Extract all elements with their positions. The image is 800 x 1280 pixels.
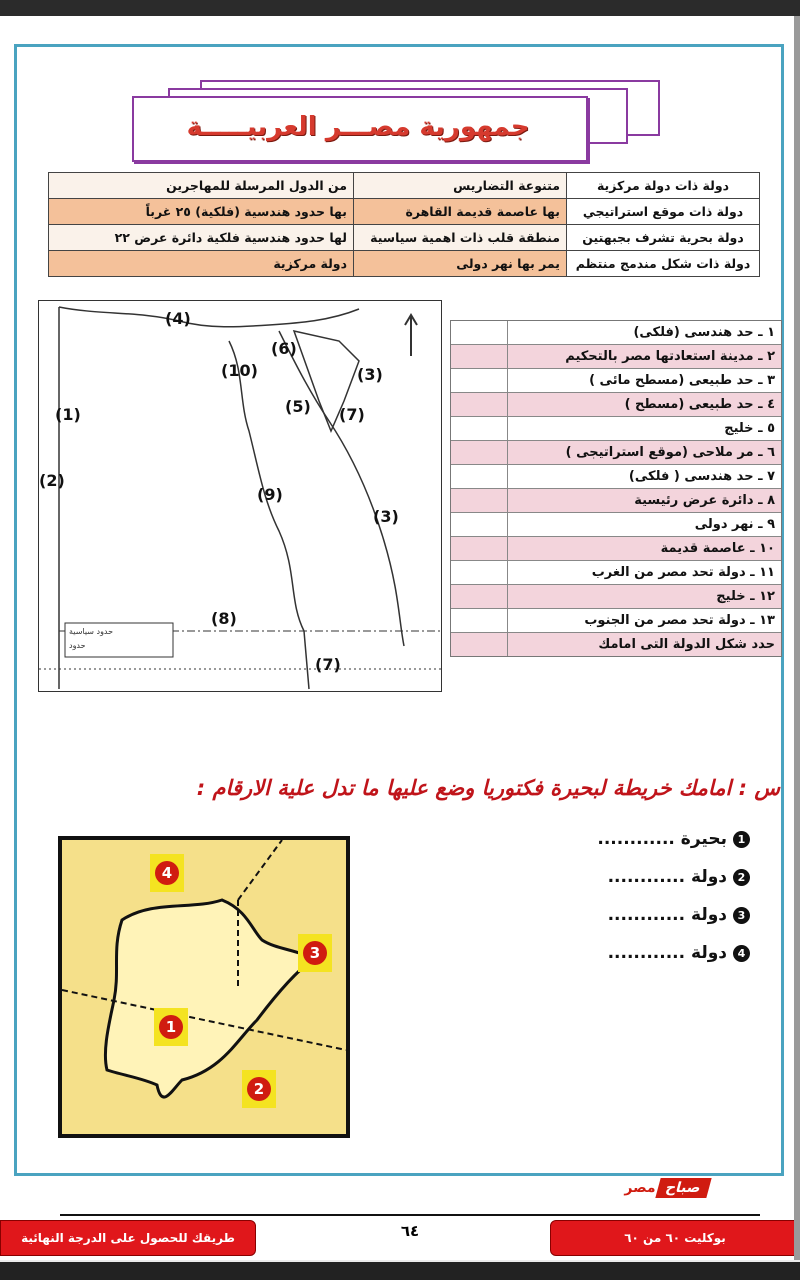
map-label: (3) <box>373 507 399 526</box>
question-text: ٧ ـ حد هندسى ( فلكى) <box>628 469 775 484</box>
question-text: ٣ ـ حد طبيعى (مسطح مائى ) <box>589 373 775 388</box>
question-text: ١٣ ـ دولة تحد مصر من الجنوب <box>584 613 775 628</box>
victoria-lake-map <box>58 836 350 1138</box>
list-item <box>451 561 781 585</box>
legend-text: حدود <box>69 641 86 650</box>
nile-river <box>229 341 309 689</box>
footer-divider <box>60 1214 760 1216</box>
question-text: ٤ ـ حد طبيعى (مسطح ) <box>624 397 775 412</box>
list-item <box>451 393 781 417</box>
map-label: (5) <box>285 397 311 416</box>
list-item <box>451 537 781 561</box>
table-cell: دولة ذات دولة مركزية <box>567 173 760 199</box>
answer-cell[interactable] <box>451 465 508 488</box>
table-row <box>49 225 760 251</box>
map-label: (1) <box>55 405 81 424</box>
logo-sabah: صباح <box>655 1178 711 1198</box>
list-item <box>451 441 781 465</box>
table-cell: من الدول المرسلة للمهاجرين <box>49 173 354 199</box>
question-text: ١١ ـ دولة تحد مصر من الغرب <box>591 565 775 580</box>
bottom-bar <box>0 1262 800 1280</box>
mediterranean-coast <box>59 307 359 327</box>
map-label: (2) <box>39 471 65 490</box>
map-label: (7) <box>339 405 365 424</box>
answer-cell[interactable] <box>451 633 508 656</box>
map-label: (10) <box>221 361 258 380</box>
answer-cell[interactable] <box>451 561 508 584</box>
egypt-map <box>38 300 442 692</box>
question-text: حدد شكل الدولة التى امامك <box>598 637 775 652</box>
lake-items-list <box>560 820 750 972</box>
footer-left-banner: طريقك للحصول على الدرجة النهائية <box>0 1220 256 1256</box>
list-item <box>451 633 781 656</box>
question-text: ٥ ـ خليج <box>724 421 775 436</box>
map-label: (6) <box>271 339 297 358</box>
question-heading: س : امامك خريطة لبحيرة فكتوريا وضع عليها ما تدل علية الارقام : <box>196 776 780 800</box>
lake-number-4 <box>150 854 184 892</box>
list-item[interactable] <box>560 896 750 934</box>
question-text: ٢ ـ مدينة استعادتها مصر بالتحكيم <box>565 349 775 364</box>
question-text: ١ ـ حد هندسى (فلكى) <box>633 325 775 340</box>
map-label: (7) <box>315 655 341 674</box>
map-label: (9) <box>257 485 283 504</box>
lake-drawing <box>62 840 346 1134</box>
table-cell: بها عاصمة قديمة القاهرة <box>354 199 567 225</box>
answer-cell[interactable] <box>451 321 508 344</box>
lake-number-1 <box>154 1008 188 1046</box>
map-label: (4) <box>165 309 191 328</box>
item-label: دولة ............ <box>607 867 727 887</box>
list-item <box>451 369 781 393</box>
question-text: ٩ ـ نهر دولى <box>694 517 775 532</box>
table-cell: منطقة قلب ذات اهمية سياسية <box>354 225 567 251</box>
map-label: (8) <box>211 609 237 628</box>
list-item[interactable] <box>560 858 750 896</box>
top-bar <box>0 0 800 16</box>
table-row <box>49 251 760 277</box>
page-title: جمهورية مصـــر العربيـــــة <box>186 112 530 142</box>
border-line <box>238 840 282 900</box>
red-sea-coast <box>279 331 404 646</box>
table-cell: دولة بحرية تشرف بجبهتين <box>567 225 760 251</box>
info-table <box>48 172 760 277</box>
answer-cell[interactable] <box>451 609 508 632</box>
legend-text: حدود سياسية <box>69 627 114 636</box>
table-row <box>49 173 760 199</box>
page-number: ٦٤ <box>400 1222 420 1240</box>
item-label: دولة ............ <box>607 905 727 925</box>
answer-cell[interactable] <box>451 345 508 368</box>
list-item <box>451 489 781 513</box>
table-cell: لها حدود هندسية فلكية دائرة عرض ٢٢ <box>49 225 354 251</box>
answer-cell[interactable] <box>451 537 508 560</box>
answer-cell[interactable] <box>451 417 508 440</box>
logo-masr: مصر <box>624 1180 656 1196</box>
list-item[interactable] <box>560 820 750 858</box>
question-text: ٦ ـ مر ملاحى (موقع استراتيجى ) <box>565 445 775 460</box>
list-item <box>451 417 781 441</box>
list-item <box>451 609 781 633</box>
answer-cell[interactable] <box>451 489 508 512</box>
number-circle-icon: 2 <box>733 869 750 886</box>
footer-right-banner: بوكليت ٦٠ من ٦٠ <box>550 1220 800 1256</box>
north-arrow <box>405 315 417 356</box>
map-label: (3) <box>357 365 383 384</box>
number-badge: 4 <box>155 861 179 885</box>
answer-cell[interactable] <box>451 393 508 416</box>
question-text: ١٠ ـ عاصمة قديمة <box>660 541 775 556</box>
list-item <box>451 465 781 489</box>
table-cell: دولة ذات موقع استراتيجي <box>567 199 760 225</box>
item-label: دولة ............ <box>607 943 727 963</box>
question-text: ١٢ ـ خليج <box>716 589 775 604</box>
table-cell: دولة ذات شكل مندمج منتظم <box>567 251 760 277</box>
table-cell: متنوعة التضاريس <box>354 173 567 199</box>
lake-shoreline <box>105 900 312 1097</box>
table-row <box>49 199 760 225</box>
list-item <box>451 321 781 345</box>
lake-number-3 <box>298 934 332 972</box>
table-cell: بها حدود هندسية (فلكية) ٢٥ غرباً <box>49 199 354 225</box>
number-badge: 1 <box>159 1015 183 1039</box>
list-item <box>451 585 781 609</box>
question-list <box>450 320 782 657</box>
number-badge: 3 <box>303 941 327 965</box>
table-cell: يمر بها نهر دولى <box>354 251 567 277</box>
number-circle-icon: 1 <box>733 831 750 848</box>
question-text: ٨ ـ دائرة عرض رئيسية <box>634 493 775 508</box>
scrollbar[interactable] <box>794 16 800 1260</box>
number-circle-icon: 3 <box>733 907 750 924</box>
list-item <box>451 345 781 369</box>
item-label: بحيرة ............ <box>597 829 727 849</box>
list-item[interactable] <box>560 934 750 972</box>
answer-cell[interactable] <box>451 441 508 464</box>
answer-cell[interactable] <box>451 585 508 608</box>
list-item <box>451 513 781 537</box>
number-circle-icon: 4 <box>733 945 750 962</box>
table-cell: دولة مركزية <box>49 251 354 277</box>
answer-cell[interactable] <box>451 369 508 392</box>
number-badge: 2 <box>247 1077 271 1101</box>
answer-cell[interactable] <box>451 513 508 536</box>
sabah-masr-logo <box>622 1176 750 1200</box>
lake-number-2 <box>242 1070 276 1108</box>
